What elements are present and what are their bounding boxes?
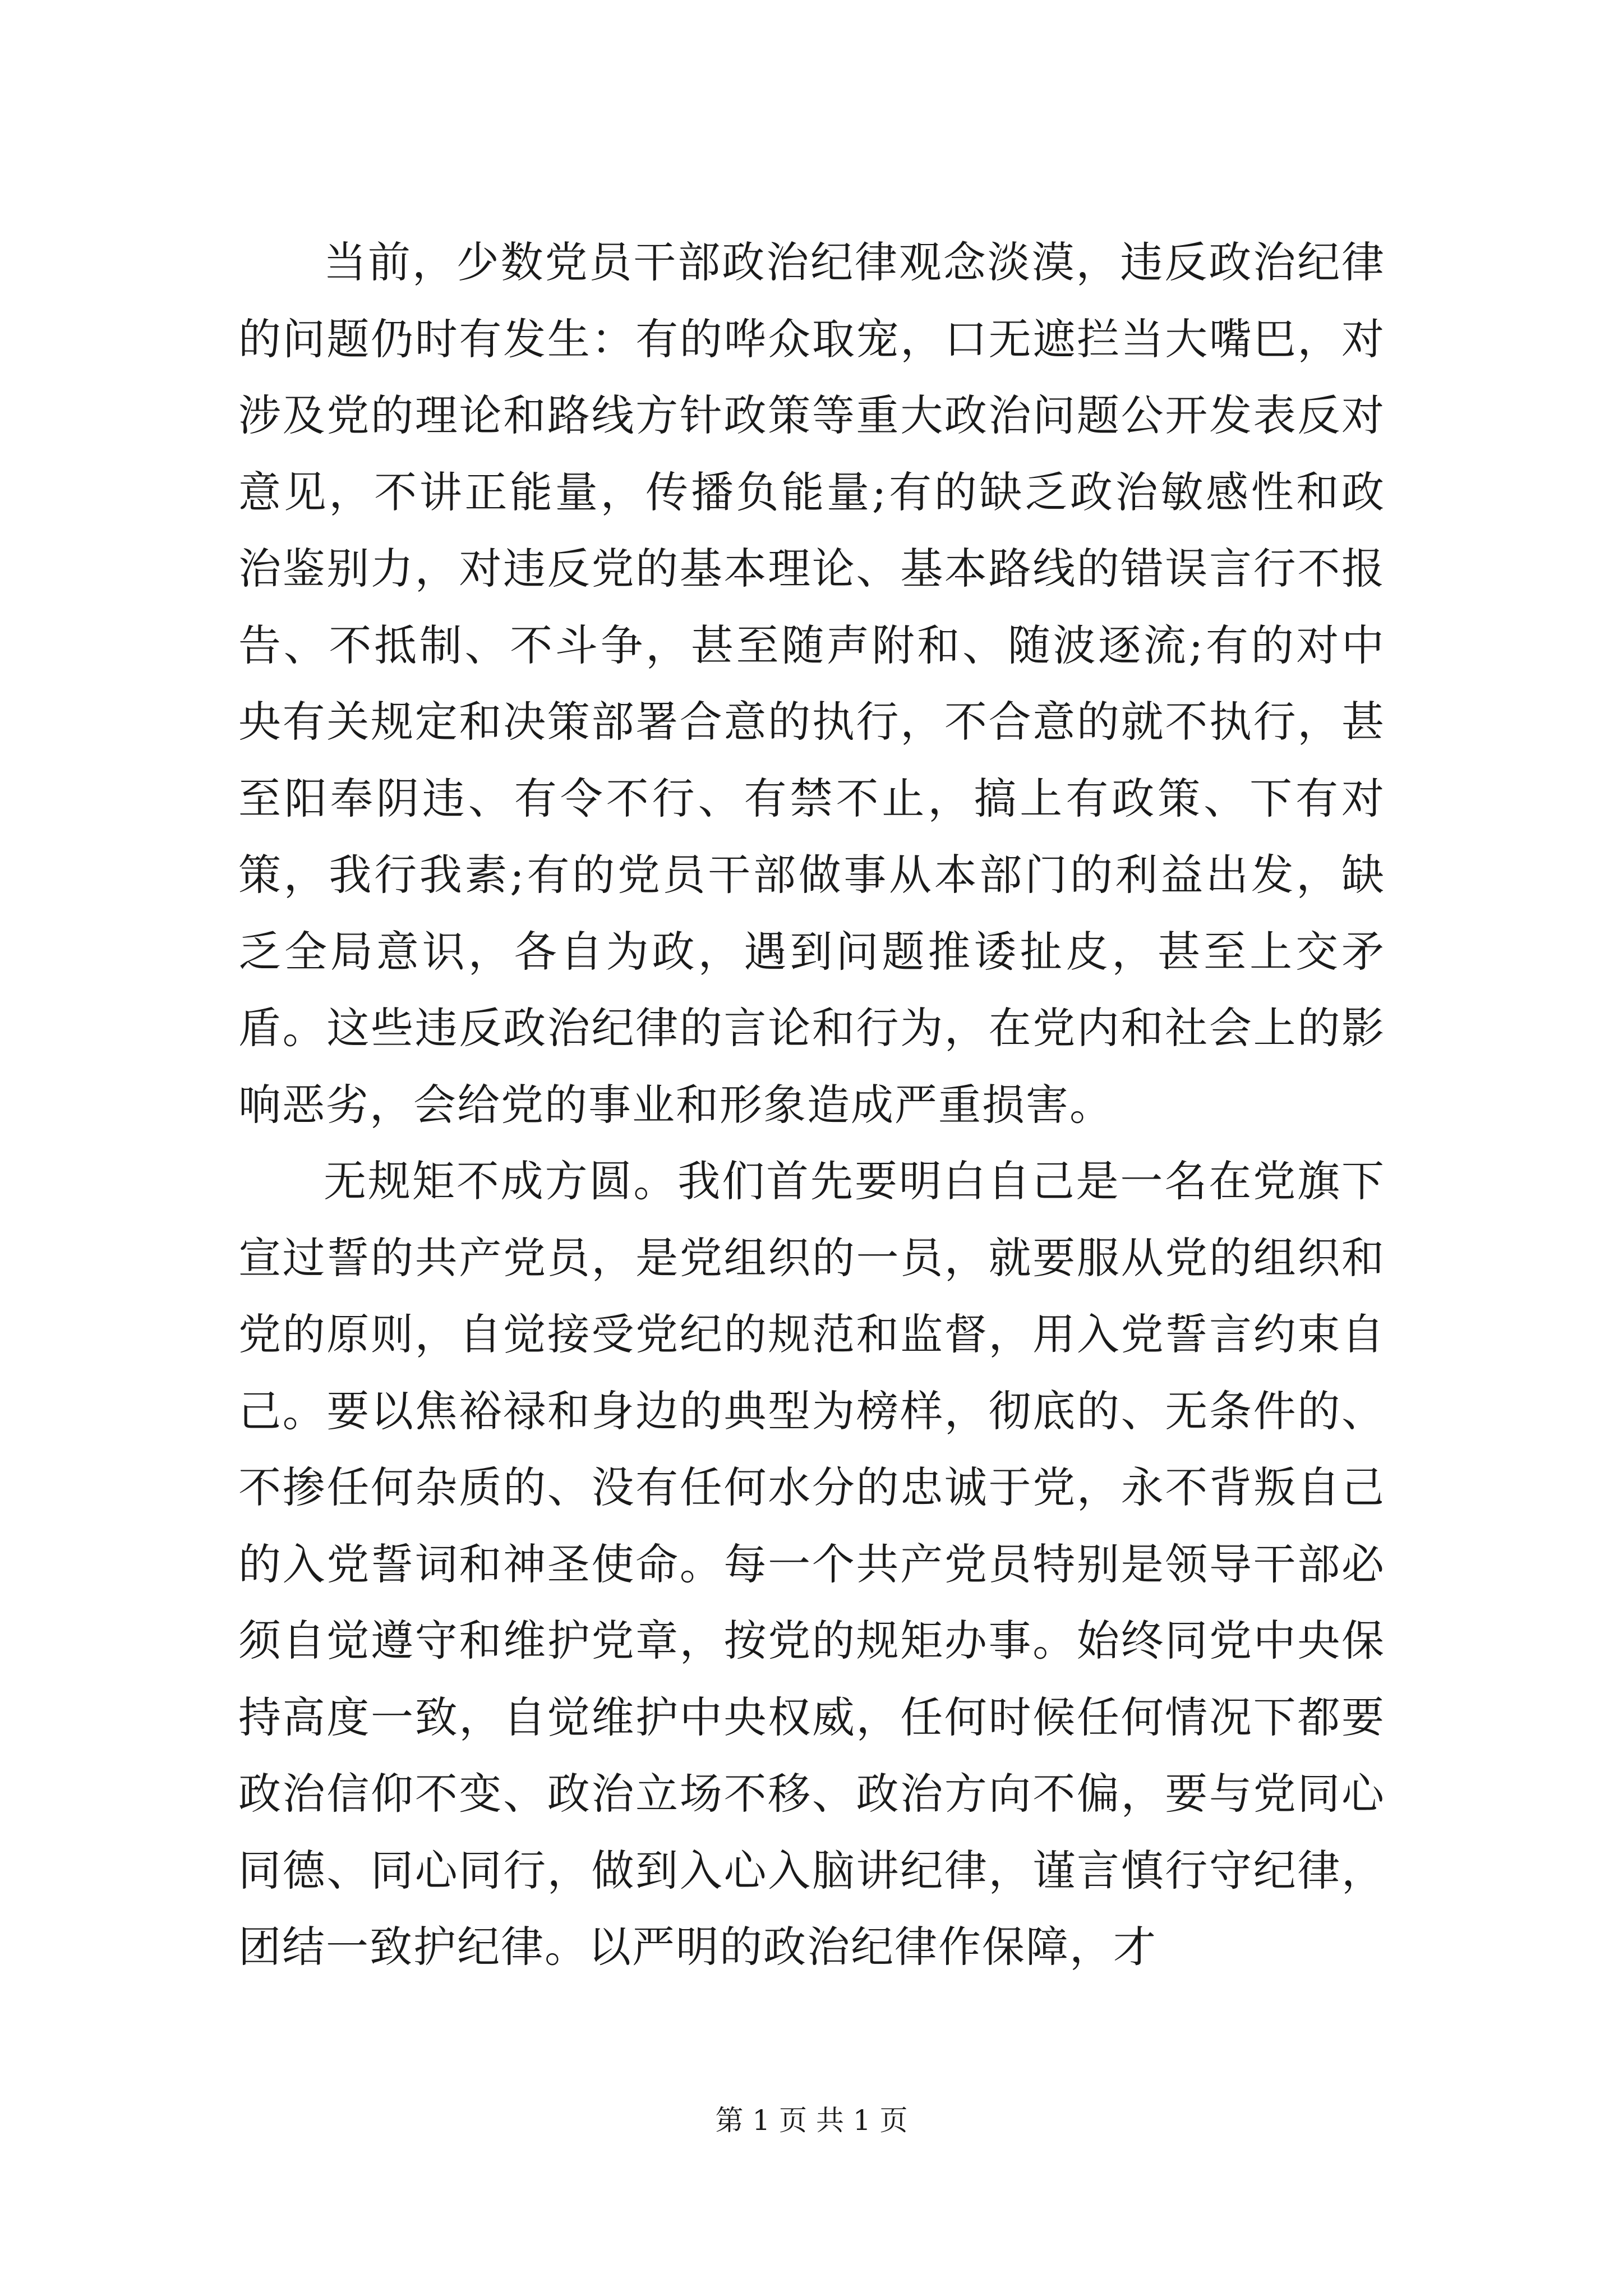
page-number: 第 1 页 共 1 页 [715, 2104, 908, 2137]
document-body [238, 224, 1385, 1986]
paragraph-1: 当前，少数党员干部政治纪律观念淡漠，违反政治纪律的问题仍时有发生：有的哗众取宠，口无遮拦当大嘴巴，对涉及党的理论和路线方针政策等重大政治问题公开发表反对意见，不讲正能量，传播负能量;有的缺乏政治敏感性和政治鉴别力，对违反党的基本理论、基本路线的错误言行不报告、不抵制、不斗争，甚至随声附和、随波逐流;有的对中央有关规定和决策部署合意的执行，不合意的就不执行，甚至阳奉阴违、有令不行、有禁不止，搞上有政策、下有对策，我行我素;有的党员干部做事从本部门的利益出发，缺乏全局意识，各自为政，遇到问题推诿扯皮，甚至上交矛盾。这些违反政治纪律的言论和行为，在党内和社会上的影响恶劣，会给党的事业和形象造成严重损害。 [238, 237, 1385, 1130]
page-footer [0, 2104, 1623, 2137]
paragraph-2: 无规矩不成方圆。我们首先要明白自己是一名在党旗下宣过誓的共产党员，是党组织的一员，就要服从党的组织和党的原则，自觉接受党纪的规范和监督，用入党誓言约束自己。要以焦裕禄和身边的典型为榜样，彻底的、无条件的、不掺任何杂质的、没有任何水分的忠诚于党，永不背叛自己的入党誓词和神圣使命。每一个共产党员特别是领导干部必须自觉遵守和维护党章，按党的规矩办事。始终同党中央保持高度一致，自觉维护中央权威，任何时候任何情况下都要政治信仰不变、政治立场不移、政治方向不偏，要与党同心同德、同心同行，做到入心入脑讲纪律，谨言慎行守纪律，团结一致护纪律。以严明的政治纪律作保障，才 [238, 1156, 1385, 1972]
